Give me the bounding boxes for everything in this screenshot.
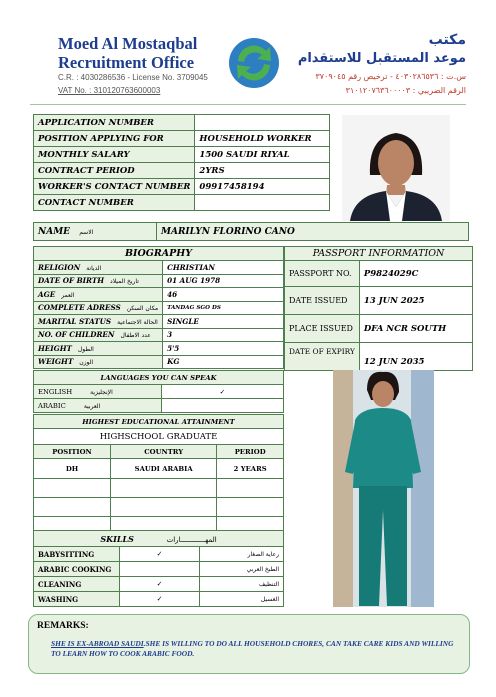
passport-label: DATE ISSUED [285,287,360,315]
biography-row [34,328,284,342]
skill-label-ar: الطبخ العربي [200,562,284,577]
passport-row [285,287,473,315]
passport-table [284,246,473,371]
application-row [34,115,330,131]
biography-label: NO. OF CHILDREN [38,330,115,340]
language-label-cell [34,399,162,413]
cr-license-line: C.R. : 4030286536 - License No. 3709045 [58,73,208,82]
application-row [34,131,330,147]
remarks-text [37,639,461,659]
name-table [33,222,469,241]
education-empty-cell [111,498,217,517]
biography-label-ar: تاريخ الميلاد [110,278,139,286]
education-column-header: COUNTRY [111,445,217,459]
skill-label: BABYSITTING [34,547,120,562]
application-value: HOUSEHOLD WORKER [195,131,330,147]
application-value [195,115,330,131]
education-empty-row [34,498,284,517]
passport-value: 12 JUN 2035 [359,343,472,371]
remarks-title: REMARKS: [37,621,89,631]
application-value: 2YRS [195,163,330,179]
passport-row [285,343,473,371]
biography-row [34,261,284,275]
remarks-box [28,614,470,674]
education-position: DH [34,459,111,479]
skill-label: CLEANING [34,577,120,592]
language-row [34,399,284,413]
application-value [195,195,330,211]
passport-row [285,315,473,343]
biography-label-cell [34,274,163,288]
biography-label-ar: الوزن [79,359,94,367]
education-column-header: POSITION [34,445,111,459]
biography-label-cell [34,328,163,342]
biography-row [34,342,284,356]
application-row [34,195,330,211]
passport-label: PLACE ISSUED [285,315,360,343]
vat-line: VAT No. : 310120763600003 [58,86,161,95]
skills-title-ar: المهــــــــــــارات [166,535,217,544]
check-icon: ✓ [162,385,284,399]
skill-row [34,547,284,562]
recycle-arrows-globe-icon [226,35,282,91]
languages-title: LANGUAGES YOU CAN SPEAK [34,371,284,385]
language-label: ENGLISH [38,387,73,396]
company-name-en [58,34,228,72]
biography-row [34,301,284,315]
education-header-row [34,445,284,459]
skills-title: SKILLS [100,533,134,544]
education-empty-cell [34,479,111,498]
biography-table [33,246,284,369]
biography-label-ar: الطول [77,345,94,353]
language-label: ARABIC [38,401,66,410]
biography-value: 5'5 [163,342,284,356]
check-icon: ✓ [120,547,200,562]
biography-title: BIOGRAPHY [34,247,284,261]
remarks-text-rest: .SHE IS WILLING TO DO ALL HOUSEHOLD CHORES, CAN TAKE CARE KIDS AND WILLING TO LEARN HOW TO COOK ARABIC FOOD. [51,639,454,658]
biography-value: TANDAG SGO DS [163,301,284,315]
biography-row [34,355,284,369]
skill-row [34,562,284,577]
biography-row [34,288,284,302]
biography-value: 46 [163,288,284,302]
biography-value: 3 [163,328,284,342]
company-name-ar-line2: موعد المستقبل للاستقدام [297,51,466,66]
language-label-ar: الإنجليزية [90,388,113,396]
application-value: 1500 SAUDI RIYAL [195,147,330,163]
biography-label-cell [34,261,163,275]
company-name-en-line2: Recruitment Office [58,53,195,72]
vat-line-ar: الرقم الضريبي : ٣١٠١٢٠٧٦٣٦٠٠٠٠٣ [345,86,466,95]
biography-label-cell [34,301,163,315]
company-name-en-line1: Moed Al Mostaqbal [58,34,198,53]
biography-label-ar: العمر [61,291,75,299]
education-empty-cell [111,479,217,498]
skill-row [34,592,284,607]
application-label: WORKER'S CONTACT NUMBER [34,179,195,195]
passport-title: PASSPORT INFORMATION [285,247,473,261]
application-row [34,163,330,179]
education-column-header: PERIOD [217,445,284,459]
education-title: HIGHEST EDUCATIONAL ATTAINMENT [34,415,284,429]
applicant-headshot-photo [342,115,450,221]
skill-label: WASHING [34,592,120,607]
cr-license-line-ar: س.ت : ٤٠٣٠٢٨٦٥٣٦ - ترخيص رقم ٣٧٠٩٠٤٥ [315,72,466,81]
education-country: SAUDI ARABIA [111,459,217,479]
biography-value: CHRISTIAN [163,261,284,275]
education-empty-row [34,479,284,498]
language-label-ar: العربية [83,402,101,410]
application-row [34,179,330,195]
skill-label-ar: التنظيف [200,577,284,592]
application-label: CONTACT NUMBER [34,195,195,211]
biography-label: COMPLETE ADRESS [38,303,121,313]
biography-label: WEIGHT [38,357,74,367]
application-value: 09917458194 [195,179,330,195]
skill-label: ARABIC COOKING [34,562,120,577]
passport-label: PASSPORT NO. [285,261,360,287]
check-icon [120,562,200,577]
application-label: MONTHLY SALARY [34,147,195,163]
application-label: CONTRACT PERIOD [34,163,195,179]
check-icon: ✓ [120,592,200,607]
education-row [34,459,284,479]
biography-label-cell [34,288,163,302]
biography-label-ar: الديانة [86,264,102,272]
passport-row [285,261,473,287]
skills-table [33,530,284,607]
application-label: APPLICATION NUMBER [34,115,195,131]
skills-title-cell [34,531,284,547]
biography-value: KG [163,355,284,369]
check-icon: ✓ [120,577,200,592]
biography-label-cell [34,342,163,356]
biography-label: RELIGION [38,262,81,272]
applicant-full-body-photo [333,370,434,607]
biography-label-ar: عدد الاطفال [120,332,151,340]
skill-label-ar: الغسيل [200,592,284,607]
remarks-text-underlined: SHE IS EX-ABROAD SAUDI [51,639,144,648]
language-row [34,385,284,399]
biography-row [34,274,284,288]
name-label: NAME [38,226,71,237]
passport-value: 13 JUN 2025 [359,287,472,315]
company-name-ar-line1: مكتب [428,32,466,48]
skill-label-ar: رعاية الصغار [200,547,284,562]
biography-label: AGE [38,289,56,299]
biography-value: 01 AUG 1978 [163,274,284,288]
languages-table [33,370,284,413]
education-empty-cell [217,479,284,498]
header-divider [30,104,466,105]
application-label: POSITION APPLYING FOR [34,131,195,147]
check-icon [162,399,284,413]
passport-value: DFA NCR SOUTH [359,315,472,343]
biography-row [34,315,284,329]
biography-label-cell [34,315,163,329]
education-level: HIGHSCHOOL GRADUATE [34,429,284,445]
skill-row [34,577,284,592]
biography-label-ar: مكان السكن [126,305,159,313]
biography-label: MARITAL STATUS [38,316,112,326]
application-table [33,114,330,211]
biography-label-cell [34,355,163,369]
education-empty-cell [34,498,111,517]
language-label-cell [34,385,162,399]
application-row [34,147,330,163]
passport-value: P9824029C [359,261,472,287]
education-period: 2 YEARS [217,459,284,479]
applicant-name: MARILYN FLORINO CANO [157,223,469,241]
passport-label: DATE OF EXPIRY [285,343,360,371]
education-table [33,414,284,536]
education-empty-cell [217,498,284,517]
biography-value: SINGLE [163,315,284,329]
biography-label: DATE OF BIRTH [38,276,105,286]
name-label-ar: الاسم [79,228,94,236]
biography-label: HEIGHT [38,343,72,353]
name-label-cell [34,223,157,241]
biography-label-ar: الحالة الاجتماعية [117,318,158,326]
